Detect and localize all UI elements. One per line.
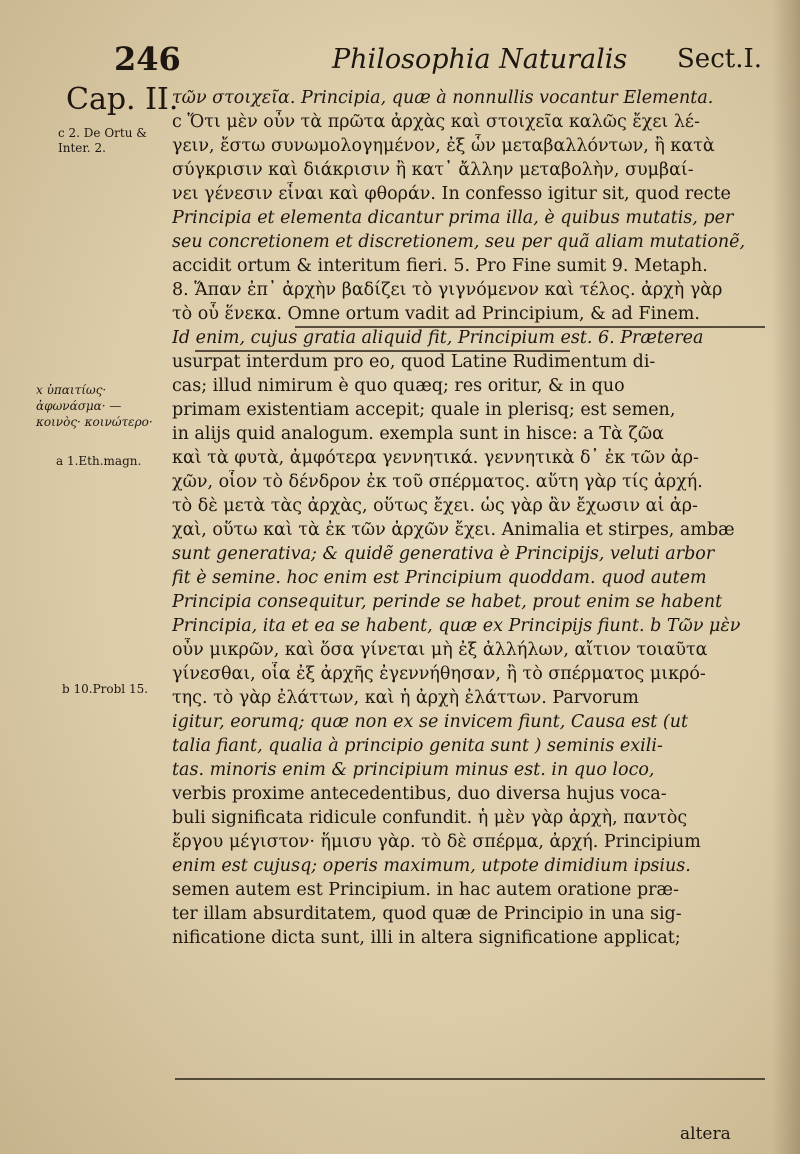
section-mark: Sect.I. <box>677 44 763 74</box>
running-title: Philosophia Naturalis <box>332 44 628 75</box>
text-line: verbis proxime antecedentibus, duo diversa hujus voca- <box>172 784 667 804</box>
text-line: γειν, ἔστω συνωμολογημένον, ἐξ ὧν μεταβαλλόντων, ἢ κατὰ <box>172 136 715 156</box>
text-line: fit è semine. hoc enim est Principium quoddam. quod autem <box>172 568 707 588</box>
text-line: σύγκρισιν καὶ διάκρισιν ἢ κατ᾽ ἄλλην μεταβολὴν, συμβαί- <box>172 160 694 180</box>
text-line: ἔργου μέγιστον· ἥμισυ γὰρ. τὸ δὲ σπέρμα, ἀρχή. Principium <box>172 832 701 852</box>
page-number: 246 <box>114 40 181 78</box>
margin-note-reference: b 10.Probl 15. <box>62 682 149 696</box>
page-header <box>0 24 800 78</box>
text-line: Principia et elementa dicantur prima illa, è quibus mutatis, per <box>172 208 734 228</box>
ink-underline <box>295 326 765 328</box>
text-line: Principia, ita et ea se habent, quæ ex Principijs fiunt. b Τῶν μὲν <box>172 616 741 636</box>
text-line: semen autem est Principium. in hac autem oratione præ- <box>172 880 679 900</box>
text-line: χῶν, οἷον τὸ δένδρον ἐκ τοῦ σπέρματος. αὕτη γὰρ τίς ἀρχή. <box>172 472 703 492</box>
text-line: Id enim, cujus gratia aliquid fit, Principium est. 6. Præterea <box>172 328 704 348</box>
chapter-heading: Cap. II. <box>66 82 179 117</box>
text-line: τὸ οὗ ἕνεκα. Omne ortum vadit ad Principium, & ad Finem. <box>172 304 700 324</box>
text-line: tas. minoris enim & principium minus est. in quo loco, <box>172 760 655 780</box>
catchword: altera <box>680 1124 731 1144</box>
main-text-block <box>172 86 772 950</box>
margin-note-reference: a 1.Eth.magn. <box>56 454 142 468</box>
text-line: οὖν μικρῶν, καὶ ὅσα γίνεται μὴ ἐξ ἀλλήλων, αἴτιον τοιαῦτα <box>172 640 708 660</box>
ink-underline <box>195 350 570 352</box>
text-line: talia fiant, qualia à principio genita sunt ) seminis exili- <box>172 736 663 756</box>
text-line: γίνεσθαι, οἷα ἐξ ἀρχῆς ἐγεννήθησαν, ἢ τὸ σπέρματος μικρό- <box>172 664 706 684</box>
text-line: c Ὅτι μὲν οὖν τὰ πρῶτα ἀρχὰς καὶ στοιχεῖα καλῶς ἔχει λέ- <box>172 112 700 132</box>
margin-note-reference: c 2. De Ortu & Inter. 2. <box>58 126 147 155</box>
text-line: τῶν στοιχεῖα. Principia, quæ à nonnullis vocantur Elementa. <box>172 88 714 108</box>
text-line: καὶ τὰ φυτὰ, ἀμφότερα γεννητικά. γεννητικὰ δ᾽ ἐκ τῶν ἀρ- <box>172 448 699 468</box>
text-line: primam existentiam accepit; quale in plerisq; est semen, <box>172 400 676 420</box>
margin-note-handwritten: x ὑπαιτίως· ἀφωνάσμα· — κοινὸς· κοινώτερο· <box>36 383 153 429</box>
text-line: νει γένεσιν εἶναι καὶ φθοράν. In confesso igitur sit, quod recte <box>172 184 731 204</box>
text-line: accidit ortum & interitum fieri. 5. Pro Fine sumit 9. Metaph. <box>172 256 708 276</box>
page-edge-shadow <box>772 0 800 1154</box>
text-line: buli significata ridicule confundit. ἡ μὲν γὰρ ἀρχὴ, παντὸς <box>172 808 688 828</box>
text-line: enim est cujusq; operis maximum, utpote dimidium ipsius. <box>172 856 691 876</box>
text-line: sunt generativa; & quidẽ generativa è Principijs, veluti arbor <box>172 544 715 564</box>
text-line: usurpat interdum pro eo, quod Latine Rudimentum di- <box>172 352 656 372</box>
text-line: τὸ δὲ μετὰ τὰς ἀρχὰς, οὕτως ἔχει. ὡς γὰρ ἂν ἔχωσιν αἱ ἀρ- <box>172 496 698 516</box>
text-line: ter illam absurditatem, quod quæ de Principio in una sig- <box>172 904 682 924</box>
text-line: cas; illud nimirum è quo quæq; res oritur, & in quo <box>172 376 625 396</box>
text-line: nificatione dicta sunt, illi in altera significatione applicat; <box>172 928 681 948</box>
text-line: 8. Ἅπαν ἐπ᾽ ἀρχὴν βαδίζει τὸ γιγνόμενον καὶ τέλος. ἀρχὴ γὰρ <box>172 280 723 300</box>
text-line: χαὶ, οὕτω καὶ τὰ ἐκ τῶν ἀρχῶν ἔχει. Animalia et stirpes, ambæ <box>172 520 735 540</box>
text-line: Principia consequitur, perinde se habet, prout enim se habent <box>172 592 723 612</box>
text-line: igitur, eorumq; quæ non ex se invicem fiunt, Causa est (ut <box>172 712 689 732</box>
text-line: της. τὸ γὰρ ἐλάττων, καὶ ἡ ἀρχὴ ἐλάττων. Parvorum <box>172 688 639 708</box>
ink-underline <box>175 1078 765 1080</box>
text-line: in alijs quid analogum. exempla sunt in hisce: a Τὰ ζῶα <box>172 424 664 444</box>
text-line: seu concretionem et discretionem, seu per quã aliam mutationẽ, <box>172 232 746 252</box>
